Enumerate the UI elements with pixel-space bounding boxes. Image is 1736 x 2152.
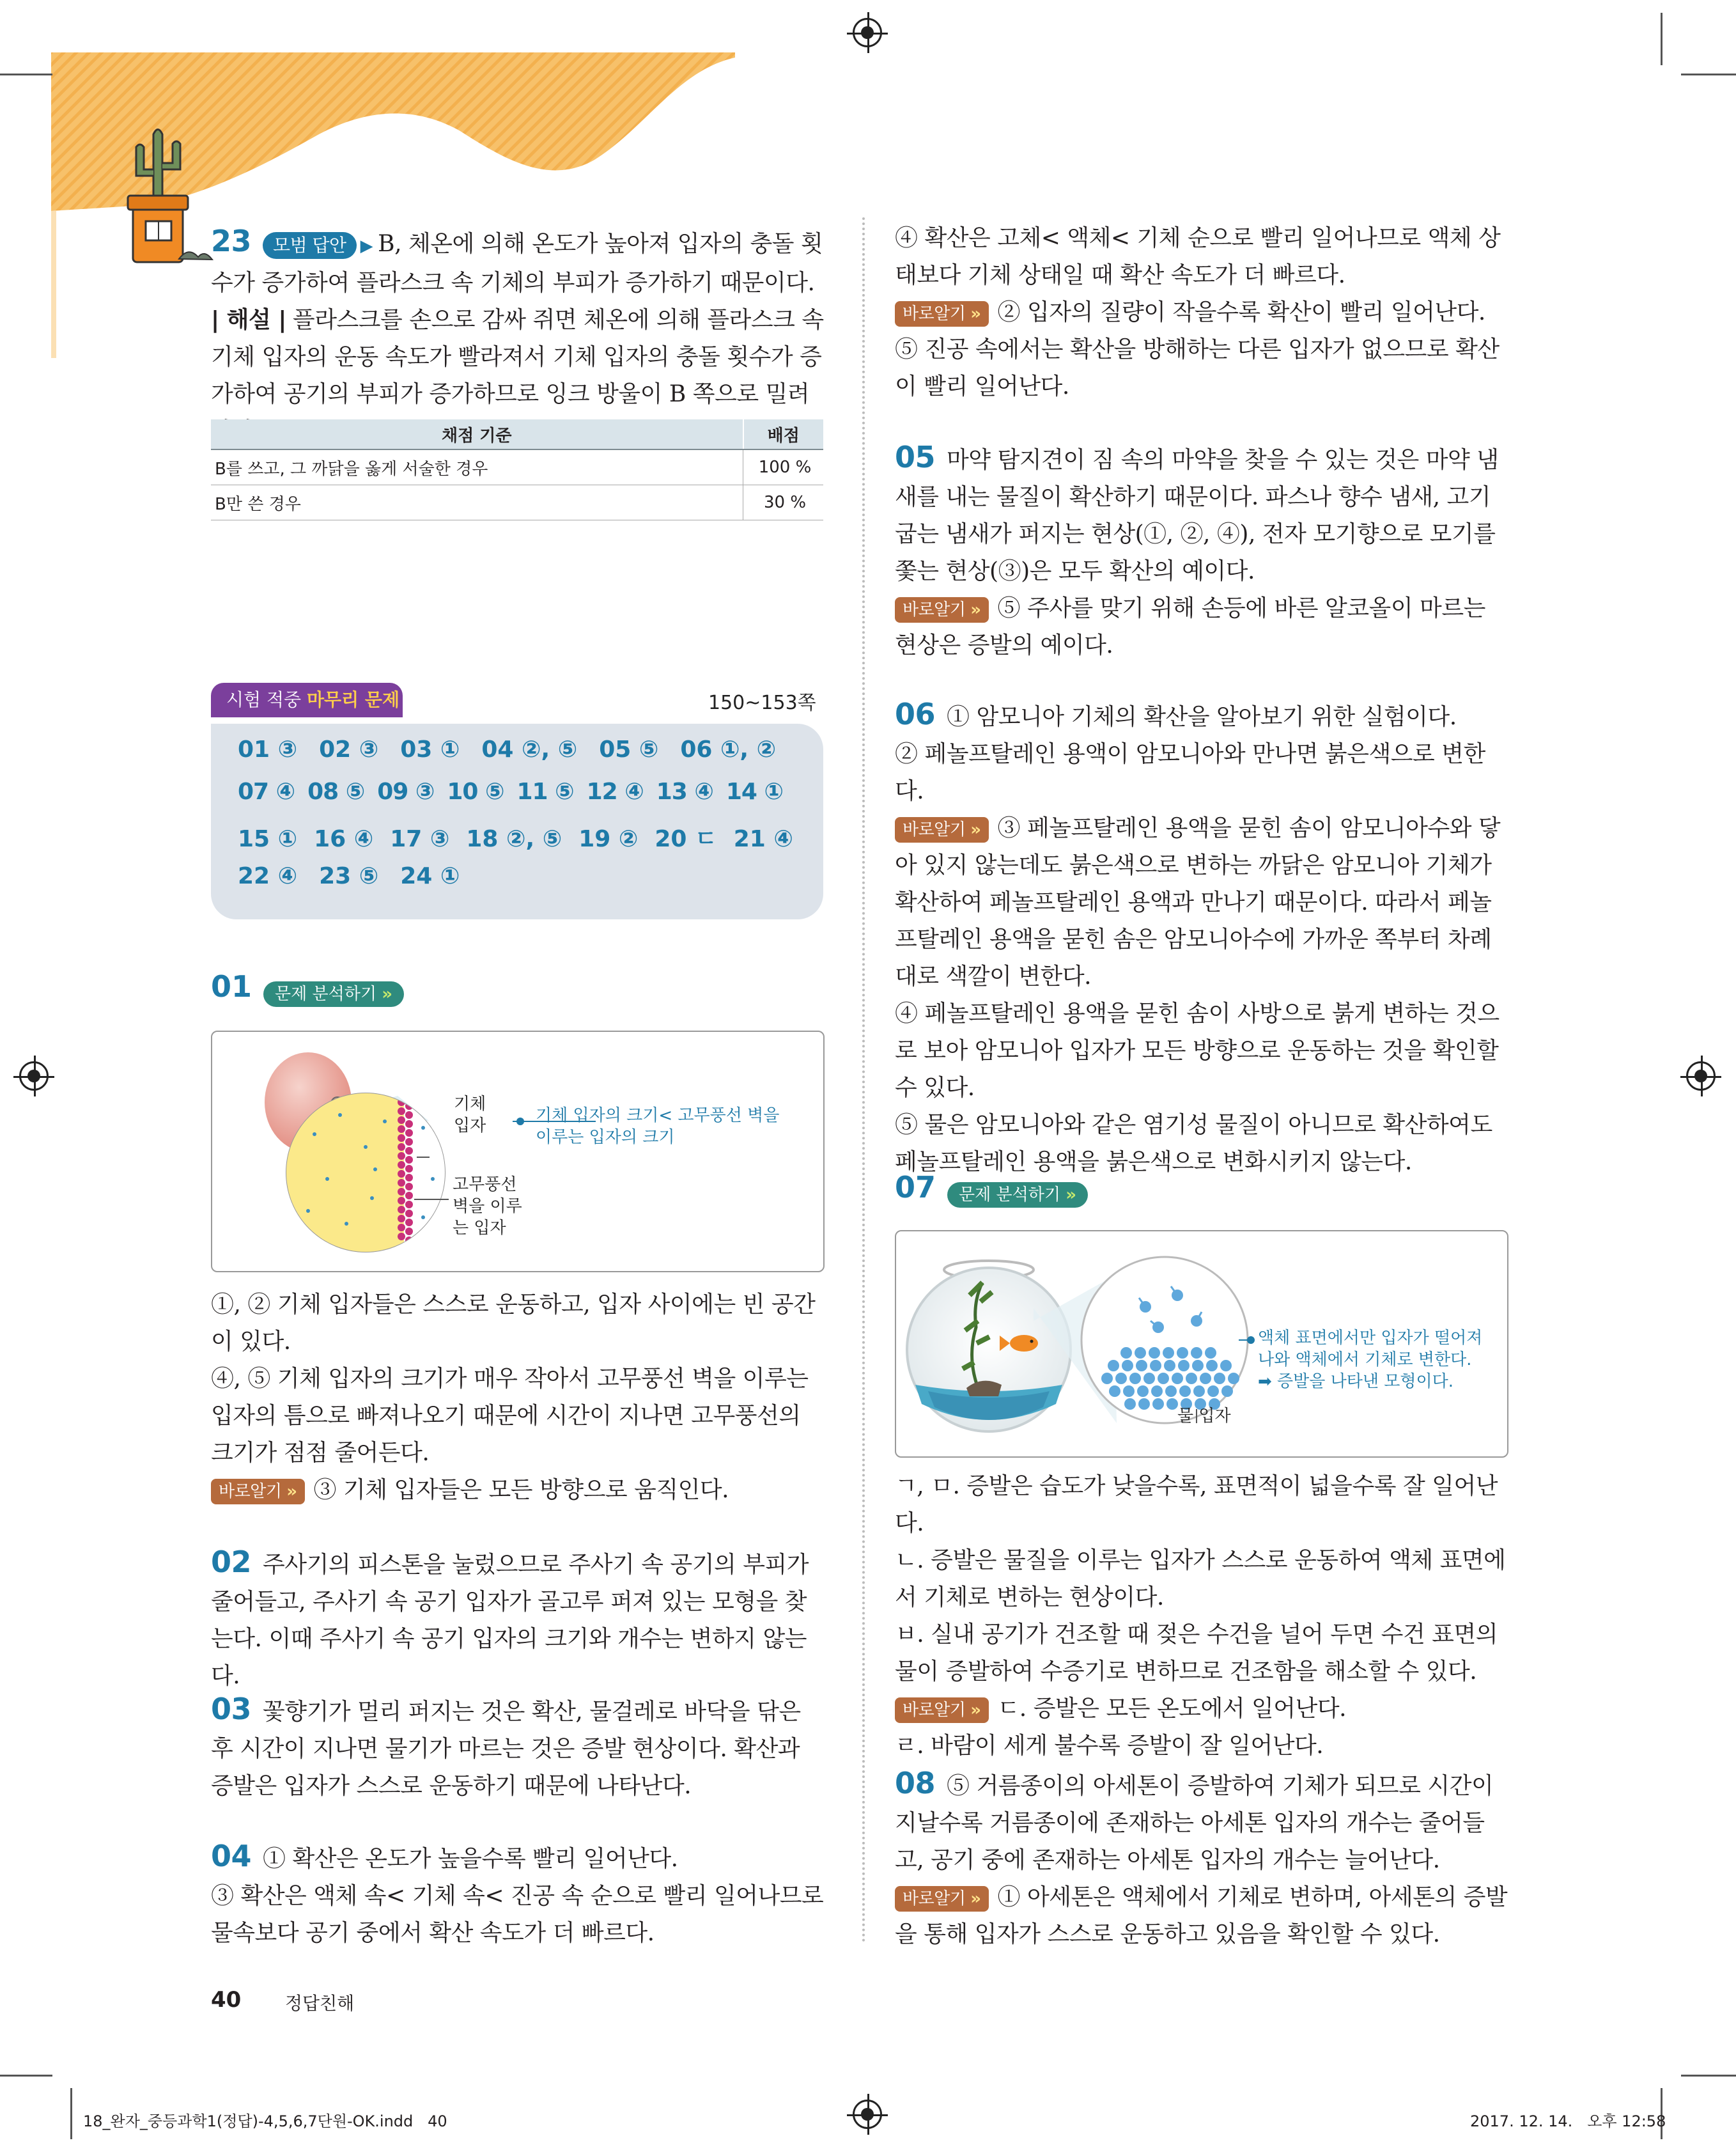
q01-explanation	[211, 1286, 825, 1509]
q01-check: ③ 기체 입자들은 모든 방향으로 움직인다.	[313, 1477, 729, 1503]
q06-l1: ① 암모니아 기체의 확산을 알아보기 위한 실험이다.	[947, 704, 1457, 730]
answer-row	[238, 863, 813, 905]
crop-mark	[1681, 74, 1736, 75]
q01-heading	[211, 969, 409, 1007]
q06-l2: ② 페놀프탈레인 용액이 암모니아와 만나면 붉은색으로 변한다.	[895, 741, 1485, 804]
answer-item: 19 ②	[578, 826, 639, 852]
answer-item: 21 ④	[733, 826, 793, 852]
check-tag	[895, 1697, 989, 1723]
check-tag	[895, 597, 989, 623]
q07-l3: ㅂ. 실내 공기가 건조할 때 젖은 수건을 널어 두면 수건 표면의 물이 증발하여 수증기로 변하므로 건조함을 해소할 수 있다.	[895, 1621, 1498, 1685]
q08-number: 08	[895, 1766, 936, 1800]
answer-row	[238, 779, 813, 821]
answer-row	[238, 737, 813, 779]
answer-row	[238, 821, 813, 863]
quiz-label-a: 시험 적중	[226, 689, 307, 710]
q08-text: ⑤ 거름종이의 아세톤이 증발하여 기체가 되므로 시간이 지날수록 거름종이에 존재하는 아세톤 입자의 개수는 줄어들고, 공기 중에 존재하는 아세톤 입자의 개수는 늘어난다.	[895, 1773, 1494, 1873]
crop-mark	[1661, 13, 1662, 65]
registration-mark-icon	[19, 1061, 49, 1091]
size-comparison-note: 기체 입자의 크기< 고무풍선 벽을 이루는 입자의 크기	[536, 1106, 780, 1147]
answer-item: 09 ③	[377, 779, 435, 805]
q07-l2: ㄴ. 증발은 물질을 이루는 입자가 스스로 운동하여 액체 표면에서 기체로 변하는 현상이다.	[895, 1547, 1506, 1610]
double-chevron-icon: »	[382, 984, 393, 1004]
q01-number: 01	[211, 969, 252, 1004]
answer-item: 22 ④	[238, 863, 298, 889]
quiz-page-range: 150~153쪽	[708, 692, 816, 714]
q06-explanation	[895, 696, 1508, 1181]
registration-mark-icon	[853, 18, 882, 47]
answer-item: 07 ④	[238, 779, 295, 805]
balloon-wall-label: 고무풍선 벽을 이루 는 입자	[453, 1175, 522, 1238]
crop-mark	[70, 2088, 72, 2139]
q07-explanation	[895, 1468, 1508, 1765]
q05-number: 05	[895, 440, 936, 474]
q02-explanation	[211, 1543, 825, 1695]
q07-l1: ㄱ, ㅁ. 증발은 습도가 낮을수록, 표면적이 넓을수록 잘 일어난다.	[895, 1473, 1498, 1536]
answer-item: 12 ④	[586, 779, 644, 805]
table-cell: B만 쓴 경우	[211, 485, 743, 520]
crop-mark	[0, 74, 52, 75]
check-tag	[211, 1479, 305, 1504]
table-row	[211, 449, 823, 485]
check-tag-label: 바로알기	[903, 820, 966, 839]
double-chevron-icon: »	[970, 1701, 981, 1720]
q07-check: ㄷ. 증발은 모든 온도에서 일어난다.	[997, 1696, 1347, 1722]
q01-p1: ①, ② 기체 입자들은 스스로 운동하고, 입자 사이에는 빈 공간이 있다.	[211, 1291, 816, 1355]
answer-item: 10 ⑤	[447, 779, 504, 805]
q04-l1: ① 확산은 온도가 높을수록 빨리 일어난다.	[263, 1846, 678, 1872]
double-chevron-icon: »	[970, 820, 981, 839]
slug-file: 18_완자_중등과학1(정답)-4,5,6,7단원-OK.indd 40	[83, 2112, 447, 2130]
q03-text: 꽃향기가 멀리 퍼지는 것은 확산, 물걸레로 바닥을 닦은 후 시간이 지나면 물기가 마르는 것은 증발 현상이다. 확산과 증발은 입자가 스스로 운동하기 때문에 나타난다.	[211, 1699, 801, 1799]
double-chevron-icon: »	[970, 304, 981, 324]
q05-text: 마약 탐지견이 짐 속의 마약을 찾을 수 있는 것은 마약 냄새를 내는 물질이 확산하기 때문이다. 파스나 향수 냄새, 고기 굽는 냄새가 퍼지는 현상(①, ②, ④), 전자 모기향으로 모기를 쫓는 현상(③)은 모두 확산의 예이다.	[895, 447, 1499, 584]
section-name: 정답친해	[285, 1993, 355, 2014]
q06-l4: ⑤ 물은 암모니아와 같은 염기성 물질이 아니므로 확산하여도 페놀프탈레인 용액을 붉은색으로 변화시키지 않는다.	[895, 1112, 1492, 1175]
q23-explain-text: 플라스크를 손으로 감싸 쥐면 체온에 의해 플라스크 속 기체 입자의 운동 속도가 빨라져서 기체 입자의 충돌 횟수가 증가하여 공기의 부피가 증가하므로 잉크 방울이 B 쪽으로 밀려	[211, 307, 824, 407]
answer-item: 23 ⑤	[319, 863, 379, 889]
check-tag	[895, 1886, 989, 1912]
q06-l3: ④ 페놀프탈레인 용액을 묻힌 솜이 사방으로 붉게 변하는 것으로 보아 암모니아 입자가 모든 방향으로 운동하는 것을 확인할 수 있다.	[895, 1001, 1500, 1101]
column-divider	[862, 217, 865, 1944]
answer-item: 16 ④	[314, 826, 374, 852]
q07-number: 07	[895, 1170, 936, 1205]
q06-number: 06	[895, 697, 936, 731]
q08-explanation	[895, 1765, 1508, 1953]
analysis-tag	[947, 1182, 1088, 1208]
quiz-section-label	[211, 683, 403, 717]
answer-item: 08 ⑤	[307, 779, 365, 805]
q23-answer	[211, 222, 825, 450]
q23-model-text: B, 체온에 의해 온도가 높아져 입자의 충돌 횟수가 증가하여 플라스크 속 기체의 부피가 증가하기 때문이다.	[211, 231, 823, 296]
model-arrow-icon: ▶	[360, 237, 373, 256]
q02-text: 주사기의 피스톤을 눌렀으므로 주사기 속 공기의 부피가 줄어들고, 주사기 속 공기 입자가 골고루 퍼져 있는 모형을 찾는다. 이때 주사기 속 공기 입자의 크기와 개수는 변하지 않는다.	[211, 1552, 809, 1689]
answer-item: 14 ①	[725, 779, 783, 805]
answer-item: 05 ⑤	[599, 737, 659, 763]
table-row	[211, 485, 823, 520]
quiz-label-b: 마무리 문제	[307, 689, 399, 710]
table-cell: 100 %	[743, 449, 824, 485]
q01-p2: ④, ⑤ 기체 입자의 크기가 매우 작아서 고무풍선 벽을 이루는 입자의 틈으로 빠져나오기 때문에 시간이 지나면 고무풍선의 크기가 점점 줄어든다.	[211, 1366, 809, 1466]
q04-l4: ⑤ 진공 속에서는 확산을 방해하는 다른 입자가 없으므로 확산이 빨리 일어난다.	[895, 336, 1500, 400]
explain-label: | 해설 |	[211, 307, 286, 333]
table-cell: 30 %	[743, 485, 824, 520]
q05-check: ⑤ 주사를 맞기 위해 손등에 바른 알코올이 마르는 현상은 증발의 예이다.	[895, 595, 1485, 659]
q02-number: 02	[211, 1545, 252, 1579]
grading-table	[211, 419, 823, 520]
q04-l3: ④ 확산은 고체< 액체< 기체 순으로 빨리 일어나므로 액체 상태보다 기체 상태일 때 확산 속도가 더 빠르다.	[895, 225, 1501, 288]
slug-date: 2017. 12. 14. 오후 12:58	[1470, 2112, 1666, 2130]
q05-explanation	[895, 439, 1508, 664]
answer-item: 06 ①, ②	[680, 737, 777, 763]
answer-item: 13 ④	[656, 779, 713, 805]
q04-check: ② 입자의 질량이 작을수록 확산이 빨리 일어난다.	[997, 299, 1485, 325]
analysis-tag-label: 문제 분석하기	[959, 1185, 1060, 1205]
page-number: 40	[211, 1987, 242, 2013]
check-tag-label: 바로알기	[903, 1701, 966, 1720]
q04-continued	[895, 220, 1508, 405]
double-chevron-icon: »	[286, 1482, 297, 1501]
analysis-tag	[263, 981, 404, 1007]
table-header: 채점 기준	[211, 419, 743, 449]
q07-heading	[895, 1170, 1093, 1208]
answer-item: 02 ③	[319, 737, 379, 763]
gas-particle-label: 기체 입자	[454, 1095, 486, 1135]
answer-item: 20 ㄷ	[655, 826, 717, 852]
cactus-pot-icon	[109, 109, 217, 269]
answer-item: 24 ①	[400, 863, 460, 889]
q04-number: 04	[211, 1839, 252, 1873]
table-header: 배점	[743, 419, 824, 449]
double-chevron-icon: »	[1066, 1185, 1077, 1205]
q08-check: ① 아세톤은 액체에서 기체로 변하며, 아세톤의 증발을 통해 입자가 스스로 운동하고 있음을 확인할 수 있다.	[895, 1884, 1508, 1947]
answer-item: 11 ⑤	[516, 779, 574, 805]
evaporation-note: 액체 표면에서만 입자가 떨어져 나와 액체에서 기체로 변한다. ➡ 증발을 나타낸 모형이다.	[1258, 1329, 1483, 1391]
q07-l4: ㄹ. 바람이 세게 불수록 증발이 잘 일어난다.	[895, 1733, 1324, 1759]
quiz-answer-grid	[238, 737, 813, 905]
crop-mark	[0, 2075, 52, 2077]
check-tag-label: 바로알기	[903, 1889, 966, 1908]
answer-item: 18 ②, ⑤	[466, 826, 562, 852]
balloon-figure	[211, 1031, 825, 1272]
q23-number: 23	[211, 224, 252, 258]
q03-explanation	[211, 1690, 825, 1805]
registration-mark-icon	[1686, 1061, 1716, 1091]
fishbowl-figure	[895, 1230, 1508, 1458]
q04-l2: ③ 확산은 액체 속< 기체 속< 진공 속 순으로 빨리 일어나므로 물속보다 공기 중에서 확산 속도가 더 빠르다.	[211, 1883, 824, 1946]
double-chevron-icon: »	[970, 600, 981, 620]
analysis-tag-label: 문제 분석하기	[275, 984, 376, 1004]
answer-item: 17 ③	[390, 826, 450, 852]
crop-mark	[1681, 2075, 1736, 2077]
check-tag	[895, 301, 989, 327]
q03-number: 03	[211, 1692, 252, 1726]
model-answer-tag: 모범 답안	[263, 232, 357, 259]
check-tag-label: 바로알기	[219, 1482, 282, 1501]
check-tag-label: 바로알기	[903, 600, 966, 620]
answer-item: 15 ①	[238, 826, 298, 852]
answer-item: 03 ①	[400, 737, 460, 763]
table-cell: B를 쓰고, 그 까닭을 옳게 서술한 경우	[211, 449, 743, 485]
q06-check: ③ 페놀프탈레인 용액을 묻힌 솜이 암모니아수와 닿아 있지 않는데도 붉은색으로 변하는 까닭은 암모니아 기체가 확산하여 페놀프탈레인 용액과 만나기 때문이다. 따라서 페놀프탈레인 용액을 묻힌 솜은 암모니아수에 가까운 쪽부터 차례대로 색깔이 변한다.	[895, 815, 1501, 990]
check-tag-label: 바로알기	[903, 304, 966, 324]
water-particle-label: 물 입자	[1177, 1407, 1231, 1426]
check-tag	[895, 817, 989, 843]
q04-explanation	[211, 1837, 825, 1952]
double-chevron-icon: »	[970, 1889, 981, 1908]
answer-item: 04 ②, ⑤	[481, 737, 578, 763]
registration-mark-icon	[853, 2100, 882, 2129]
answer-item: 01 ③	[238, 737, 298, 763]
